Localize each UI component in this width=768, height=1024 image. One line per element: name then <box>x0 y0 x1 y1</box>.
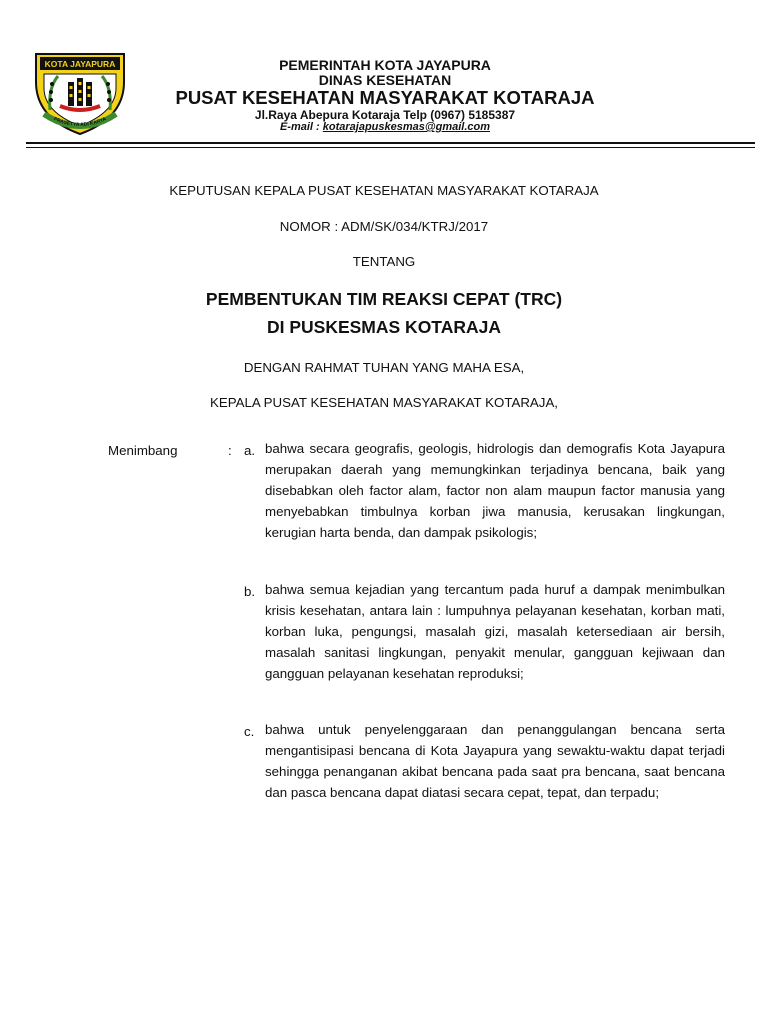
letterhead-department: DINAS KESEHATAN <box>318 72 452 88</box>
emblem-top-text: KOTA JAYAPURA <box>44 59 116 69</box>
letterhead-institution: PUSAT KESEHATAN MASYARAKAT KOTARAJA <box>175 87 595 108</box>
considering-item-c-label: c. <box>244 724 255 739</box>
considering-label: Menimbang <box>108 443 178 458</box>
decree-issuer: KEPALA PUSAT KESEHATAN MASYARAKAT KOTARAJA, <box>209 395 559 410</box>
decree-title-line-1: PEMBENTUKAN TIM REAKSI CEPAT (TRC) <box>205 289 563 309</box>
email-address: kotarajapuskesmas@gmail.com <box>322 121 491 133</box>
decree-invocation: DENGAN RAHMAT TUHAN YANG MAHA ESA, <box>243 360 525 375</box>
considering-item-b-label: b. <box>244 584 256 599</box>
letterhead-government: PEMERINTAH KOTA JAYAPURA <box>279 57 491 73</box>
decree-number: NOMOR : ADM/SK/034/KTRJ/2017 <box>279 219 489 234</box>
email-label: E-mail : <box>279 121 323 133</box>
considering-item-a-text: bahwa secara geografis, geologis, hidrologis dan demografis Kota Jayapura merupakan daerah yang memungkinkan terjadinya bencana, baik yang disebabkan oleh factor alam, factor non alam maupun factor manusia yang menyebabkan timbulnya korban jiwa manusia, kerusakan lingkungan, kerugian harta benda, dan dampak psikologis; <box>265 441 725 540</box>
considering-item-c-text: bahwa untuk penyelenggaraan dan penanggulangan bencana serta mengantisipasi bencana di Kota Jayapura yang sewaktu-waktu dapat terjadi sehingga penanganan akibat bencana pada saat pra bencana, saat bencana dan pasca bencana dapat diatasi secara cepat, tepat, dan terpadu; <box>265 722 725 800</box>
letterhead-email-line <box>130 122 640 133</box>
kota-jayapura-emblem <box>30 48 130 136</box>
decree-heading: KEPUTUSAN KEPALA PUSAT KESEHATAN MASYARAKAT KOTARAJA <box>169 183 599 198</box>
considering-item-b-text: bahwa semua kejadian yang tercantum pada huruf a dampak menimbulkan krisis kesehatan, antara lain : lumpuhnya pelayanan kesehatan, korban mati, korban luka, pengungsi, masalah gizi, masalah ketersediaan air bersih, masalah sanitasi lingkungan, penyakit menular, gangguan kejiwaan dan gangguan pelayanan kesehatan reproduksi; <box>265 582 725 681</box>
letterhead-rule-thick <box>26 142 755 144</box>
decree-title-line-2: DI PUSKESMAS KOTARAJA <box>266 317 501 337</box>
letterhead-address: Jl.Raya Abepura Kotaraja Telp (0967) 5185387 <box>254 108 516 122</box>
emblem-motto: PRASETYA ADI KARYA <box>52 116 108 129</box>
considering-item-a-label: a. <box>244 443 256 458</box>
decree-about: TENTANG <box>352 254 416 269</box>
letterhead-rule-thin <box>26 147 755 148</box>
considering-colon: : <box>228 443 232 458</box>
